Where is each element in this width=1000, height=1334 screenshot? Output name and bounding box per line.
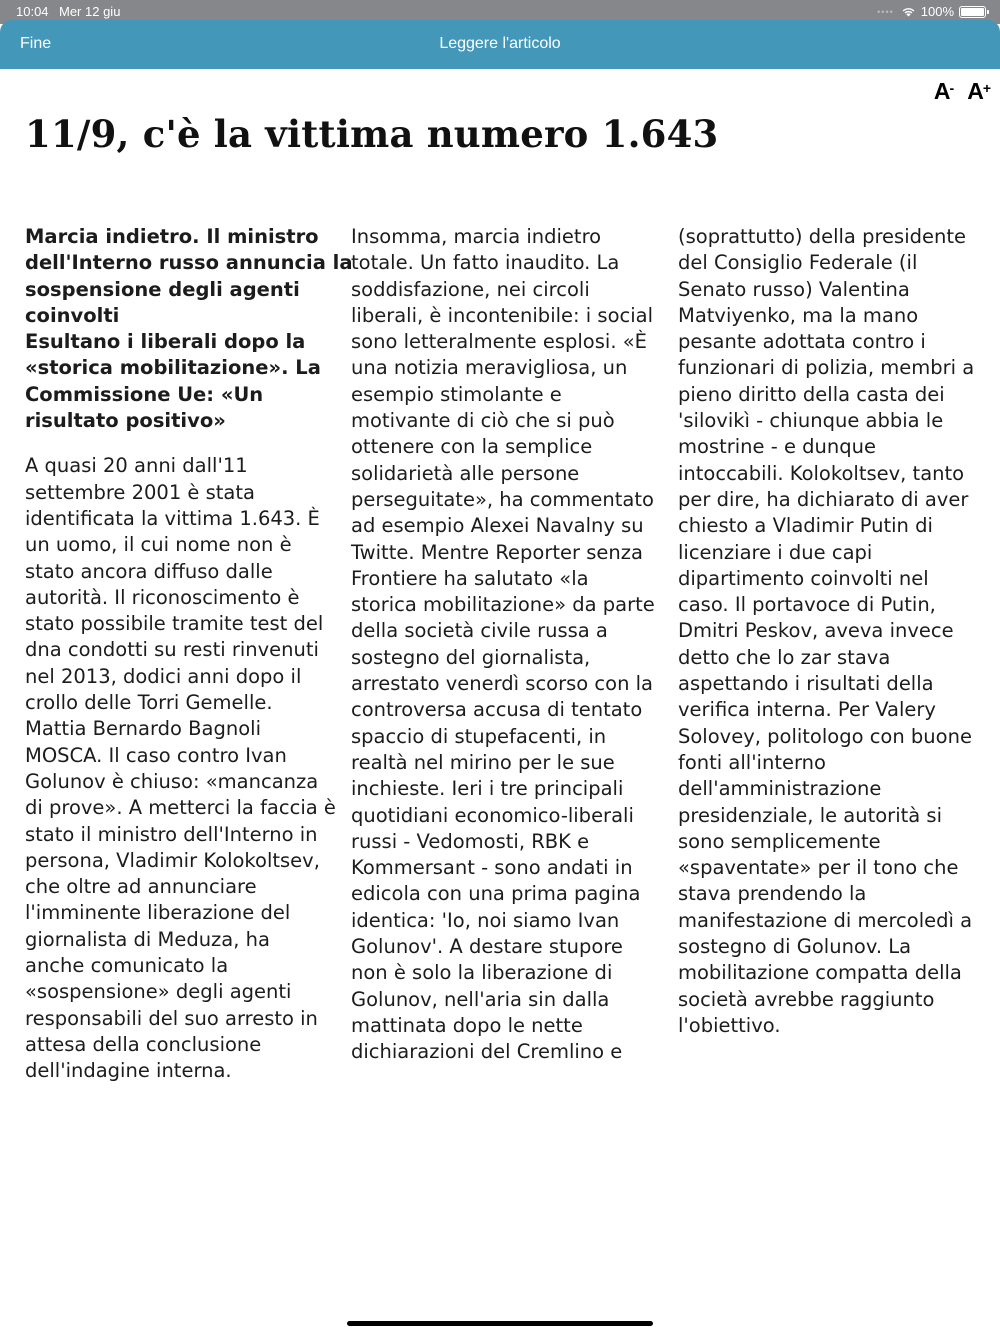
text-line: Golunov, nell'aria sin dalla (351, 987, 610, 1011)
text-line: identificata la vittima 1.643. È (25, 506, 320, 530)
minus-icon: - (949, 80, 954, 96)
text-line: «storica mobilitazione». La (25, 356, 321, 380)
battery-icon (959, 6, 986, 18)
text-line: (soprattutto) della presidente (678, 225, 966, 248)
text-line: stato possibile tramite test del (25, 612, 324, 636)
text-line: spaccio di stupefacenti, in (351, 724, 607, 748)
text-line: licenziare i due capi (678, 540, 873, 564)
text-line: settembre 2001 è stata (25, 480, 255, 504)
text-line: della società civile russa a (351, 619, 608, 643)
text-line: identica: 'Io, noi siamo Ivan (351, 908, 620, 932)
text-line: non è solo la liberazione di (351, 961, 613, 985)
text-line: responsabili del suo arresto in (25, 1006, 318, 1030)
text-line: inchieste. Ieri i tre principali (351, 777, 624, 801)
status-indicators (877, 4, 986, 19)
text-line: «spaventate» per il tono che (678, 856, 959, 880)
navigation-bar (0, 20, 1000, 69)
text-line: sono semplicemente (678, 829, 881, 853)
decrease-font-button[interactable] (934, 78, 953, 105)
text-line: realtà nel mirino per le sue (351, 750, 615, 774)
text-line: esempio stimolante e (351, 382, 562, 406)
text-line: arrestato venerdì scorso con la (351, 672, 653, 696)
text-line: dichiarazioni del Cremlino e (351, 1040, 623, 1064)
home-indicator[interactable] (347, 1321, 653, 1326)
text-line: aspettando i risultati della (678, 672, 934, 696)
text-line: Mattia Bernardo Bagnoli (25, 717, 261, 741)
text-line: un uomo, il cui nome non è (25, 533, 292, 557)
text-line: edicola con una prima pagina (351, 882, 641, 906)
text-line: russi - Vedomosti, RBK e (351, 829, 590, 853)
text-line: di prove». A metterci la faccia è (25, 796, 336, 820)
text-line: mobilitazione compatta della (678, 961, 962, 985)
text-line: fonti all'interno (678, 750, 826, 774)
text-line: controversa accusa di tentato (351, 698, 643, 722)
text-line: totale. Un fatto inaudito. La (351, 251, 620, 275)
text-line: una notizia meravigliosa, un (351, 356, 628, 380)
text-line: motivante di ciò che si può (351, 409, 615, 433)
text-line: dna condotti su resti rinvenuti (25, 638, 319, 662)
text-line: Golunov è chiuso: «mancanza (25, 769, 319, 793)
text-line: dell'Interno russo annuncia la (25, 251, 353, 275)
text-line: ottenere con la semplice (351, 435, 593, 459)
article-column-2 (351, 224, 661, 1066)
text-line: manifestazione di mercoledì a (678, 908, 973, 932)
text-line: «sospensione» degli agenti (25, 980, 292, 1004)
text-line: verifica interna. Per Valery (678, 698, 936, 722)
text-line: società avrebbe raggiunto (678, 987, 935, 1011)
increase-font-button[interactable] (967, 78, 990, 105)
text-line: dipartimento coinvolti nel (678, 566, 929, 590)
text-line: Kommersant - sono andati in (351, 856, 633, 880)
text-line: Solovey, politologo con buone (678, 724, 972, 748)
text-line: Dmitri Peskov, aveva invece (678, 619, 954, 643)
text-line: funzionari di polizia, membri a (678, 356, 975, 380)
text-line: presidenziale, le autorità si (678, 803, 942, 827)
text-line: 'silovikì - chiunque abbia le (678, 409, 944, 433)
text-line: pesante adottata contro i (678, 330, 926, 354)
text-line: stato il ministro dell'Interno in (25, 822, 318, 846)
text-line: liberali, è incontenibile: i social (351, 303, 654, 327)
text-line: Commissione Ue: «Un (25, 382, 264, 406)
text-line: storica mobilitazione» da parte (351, 593, 655, 617)
text-line: quotidiani economico-liberali (351, 803, 634, 827)
text-line: sono letteralmente esplosi. «È (351, 330, 647, 354)
text-line: risultato positivo» (25, 409, 226, 433)
text-line: mostrine - e dunque (678, 435, 876, 459)
text-line: stava prendendo la (678, 882, 867, 906)
text-line: solidarietà alle persone (351, 461, 580, 485)
article-body-part-1 (25, 453, 335, 1084)
text-line: dell'indagine interna. (25, 1059, 232, 1083)
text-line: Twitte. Mentre Reporter senza (351, 540, 643, 564)
text-line: Golunov'. A destare stupore (351, 935, 623, 959)
decrease-font-label: A (933, 78, 950, 104)
article-column-1 (25, 224, 353, 1085)
text-line: coinvolti (25, 303, 120, 327)
text-line: detto che lo zar stava (678, 645, 891, 669)
text-line: intoccabili. Kolokoltsev, tanto (678, 461, 965, 485)
text-line: sostegno di Golunov. La (678, 935, 912, 959)
wifi-icon (901, 6, 916, 17)
text-line: Senato russo) Valentina (678, 277, 910, 301)
article-body-part-3 (678, 224, 988, 1039)
text-line: mattinata dopo le nette (351, 1013, 583, 1037)
article-column-3 (678, 224, 988, 1039)
text-line: Insomma, marcia indietro (351, 225, 602, 248)
text-line: dell'amministrazione (678, 777, 882, 801)
nav-title: Leggere l'articolo (439, 35, 561, 52)
text-line: chiesto a Vladimir Putin di (678, 514, 933, 538)
article-body-part-2 (351, 224, 661, 1066)
text-line: l'obiettivo. (678, 1013, 781, 1037)
status-date: Mer 12 giu (59, 4, 121, 19)
text-line: soddisfazione, nei circoli (351, 277, 590, 301)
text-line: nel 2013, dodici anni dopo il (25, 664, 302, 688)
text-line: stato ancora diffuso dalle (25, 559, 273, 583)
status-time: 10:04 (16, 4, 49, 19)
text-line: anche comunicato la (25, 954, 229, 978)
text-line: perseguitate», ha commentato (351, 487, 654, 511)
text-line: Frontiere ha salutato «la (351, 566, 589, 590)
text-line: sostegno del giornalista, (351, 645, 591, 669)
text-line: sospensione degli agenti (25, 277, 300, 301)
battery-percentage: 100% (920, 4, 954, 19)
text-line: ad esempio Alexei Navalny su (351, 514, 644, 538)
text-line: l'imminente liberazione del (25, 901, 291, 925)
text-line: attesa della conclusione (25, 1032, 262, 1056)
text-line: caso. Il portavoce di Putin, (678, 593, 936, 617)
text-line: persona, Vladimir Kolokoltsev, (25, 848, 320, 872)
article-headline: 11/9, c'è la vittima numero 1.643 (25, 112, 719, 156)
text-line: Esultano i liberali dopo la (25, 330, 306, 354)
font-size-controls (934, 78, 990, 105)
text-line: giornalista di Meduza, ha (25, 927, 270, 951)
article-subtitle (25, 224, 353, 434)
text-line: MOSCA. Il caso contro Ivan (25, 743, 287, 767)
done-button[interactable]: Fine (20, 35, 52, 52)
text-line: per dire, ha dichiarato di aver (678, 487, 969, 511)
text-line: crollo delle Torri Gemelle. (25, 691, 273, 715)
text-line: autorità. Il riconoscimento è (25, 585, 300, 609)
text-line: A quasi 20 anni dall'11 (25, 454, 248, 478)
increase-font-label: A (967, 78, 983, 104)
text-line: del Consiglio Federale (il (678, 251, 918, 275)
text-line: Marcia indietro. Il ministro (25, 225, 319, 248)
text-line: pieno diritto della casta dei (678, 382, 945, 406)
plus-icon: + (982, 80, 990, 96)
text-line: Matviyenko, ma la mano (678, 303, 919, 327)
multitasking-dots-icon: •••• (877, 6, 894, 17)
text-line: che oltre ad annunciare (25, 875, 257, 899)
